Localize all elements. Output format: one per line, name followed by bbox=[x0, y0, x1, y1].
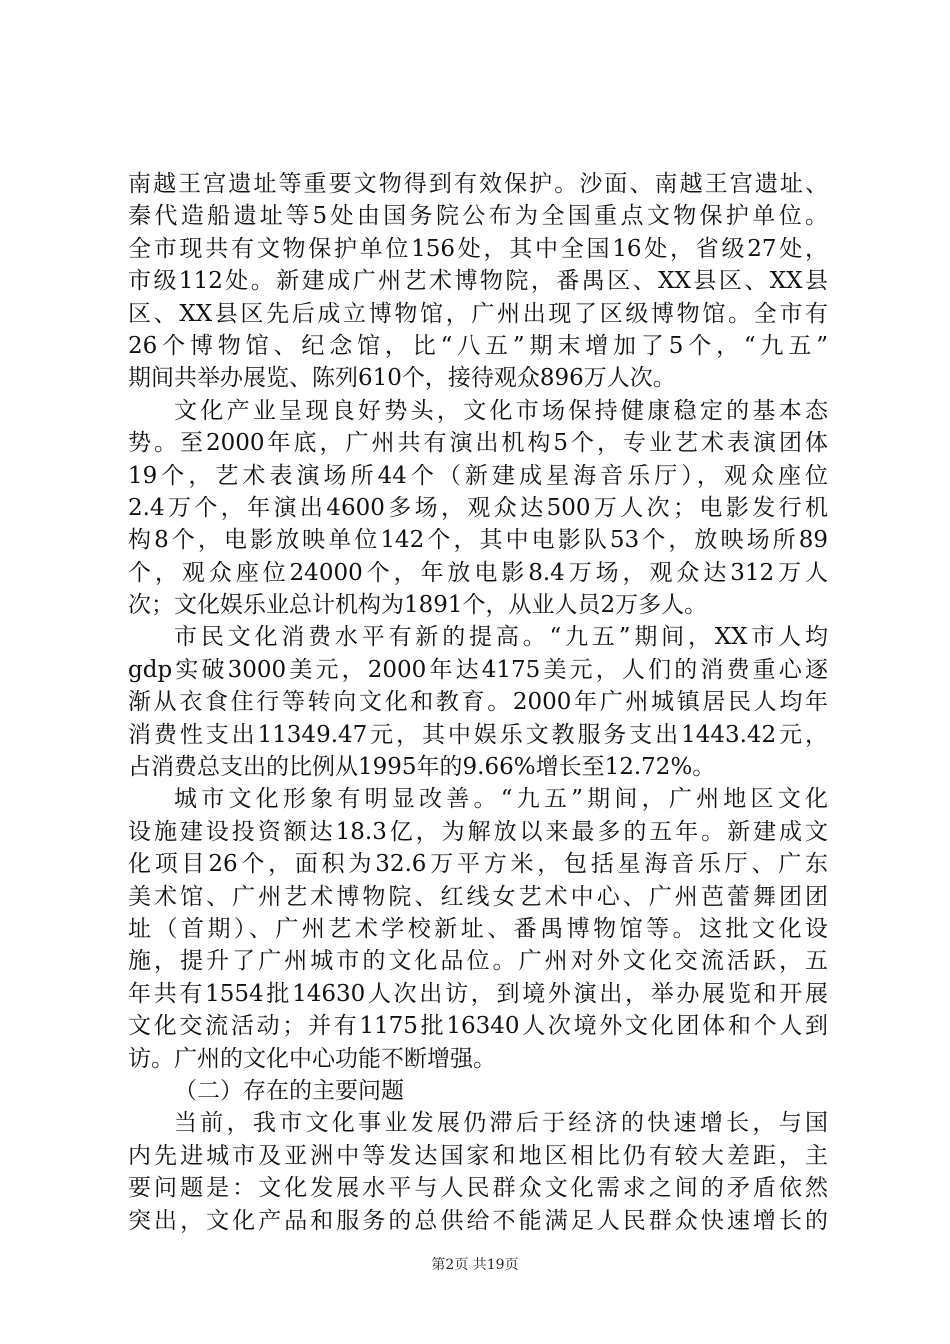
text-line: 内先进城市及亚洲中等发达国家和地区相比仍有较大差距，主 bbox=[128, 1142, 828, 1169]
page-number-footer: 第2页 共19页 bbox=[431, 1257, 519, 1273]
text-line: 设施建设投资额达18.3亿，为解放以来最多的五年。新建成文 bbox=[128, 818, 828, 845]
paragraph-1 bbox=[128, 168, 828, 395]
text-line: 南越王宫遗址等重要文物得到有效保护。沙面、南越王宫遗址、 bbox=[128, 171, 828, 197]
text-line: 文化产业呈现良好势头，文化市场保持健康稳定的基本态 bbox=[174, 397, 828, 424]
text-line: 访。广州的文化中心功能不断增强。 bbox=[128, 1045, 496, 1072]
text-line: 要问题是：文化发展水平与人民群众文化需求之间的矛盾依然 bbox=[128, 1175, 828, 1202]
paragraph-3 bbox=[128, 621, 828, 783]
document-body bbox=[128, 168, 828, 1237]
text-line: 2.4万个，年演出4600多场，观众达500万人次；电影发行机 bbox=[128, 494, 828, 521]
text-line: 26个博物馆、纪念馆，比“八五”期末增加了5个，“九五” bbox=[128, 332, 828, 359]
text-line: 施，提升了广州城市的文化品位。广州对外文化交流活跃，五 bbox=[128, 948, 828, 975]
section-heading-text: （二）存在的主要问题 bbox=[174, 1077, 404, 1104]
text-line: 城市文化形象有明显改善。“九五”期间，广州地区文化 bbox=[174, 786, 828, 813]
text-line: 化项目26个，面积为32.6万平方米，包括星海音乐厅、广东 bbox=[128, 851, 828, 878]
paragraph-6 bbox=[128, 1107, 828, 1237]
text-line: 占消费总支出的比例从1995年的9.66%增长至12.72%。 bbox=[128, 754, 716, 781]
text-line: 突出，文化产品和服务的总供给不能满足人民群众快速增长的 bbox=[128, 1207, 828, 1234]
text-line: 当前，我市文化事业发展仍滞后于经济的快速增长，与国 bbox=[174, 1110, 828, 1137]
text-line: 区、XX县区先后成立博物馆，广州出现了区级博物馆。全市有 bbox=[128, 300, 828, 327]
text-line: 美术馆、广州艺术博物院、红线女艺术中心、广州芭蕾舞团团 bbox=[128, 883, 828, 910]
text-line: 消费性支出11349.47元，其中娱乐文教服务支出1443.42元， bbox=[128, 721, 828, 748]
text-line: 构8个，电影放映单位142个，其中电影队53个，放映场所89 bbox=[128, 527, 828, 554]
text-line: gdp实破3000美元，2000年达4175美元，人们的消费重心逐 bbox=[128, 656, 828, 683]
text-line: 19个，艺术表演场所44个（新建成星海音乐厅），观众座位 bbox=[128, 462, 828, 489]
text-line: 渐从衣食住行等转向文化和教育。2000年广州城镇居民人均年 bbox=[128, 689, 828, 716]
text-line: 址（首期）、广州艺术学校新址、番禺博物馆等。这批文化设 bbox=[128, 915, 828, 942]
text-line: 全市现共有文物保护单位156处，其中全国16处，省级27处， bbox=[128, 235, 828, 262]
text-line: 年共有1554批14630人次出访，到境外演出，举办展览和开展 bbox=[128, 980, 828, 1007]
text-line: 期间共举办展览、陈列610个，接待观众896万人次。 bbox=[128, 365, 676, 392]
section-heading bbox=[128, 1075, 828, 1107]
text-line: 秦代造船遗址等5处由国务院公布为全国重点文物保护单位。 bbox=[128, 203, 828, 230]
text-line: 势。至2000年底，广州共有演出机构5个，专业艺术表演团体 bbox=[128, 430, 828, 457]
text-line: 次；文化娱乐业总计机构为1891个，从业人员2万多人。 bbox=[128, 592, 708, 619]
paragraph-2 bbox=[128, 395, 828, 622]
text-line: 文化交流活动；并有1175批16340人次境外文化团体和个人到 bbox=[128, 1013, 828, 1040]
text-line: 市民文化消费水平有新的提高。“九五”期间，XX市人均 bbox=[174, 624, 828, 651]
text-line: 个，观众座位24000个，年放电影8.4万场，观众达312万人 bbox=[128, 559, 828, 586]
paragraph-4 bbox=[128, 783, 828, 1075]
text-line: 市级112处。新建成广州艺术博物院，番禺区、XX县区、XX县 bbox=[128, 268, 828, 295]
